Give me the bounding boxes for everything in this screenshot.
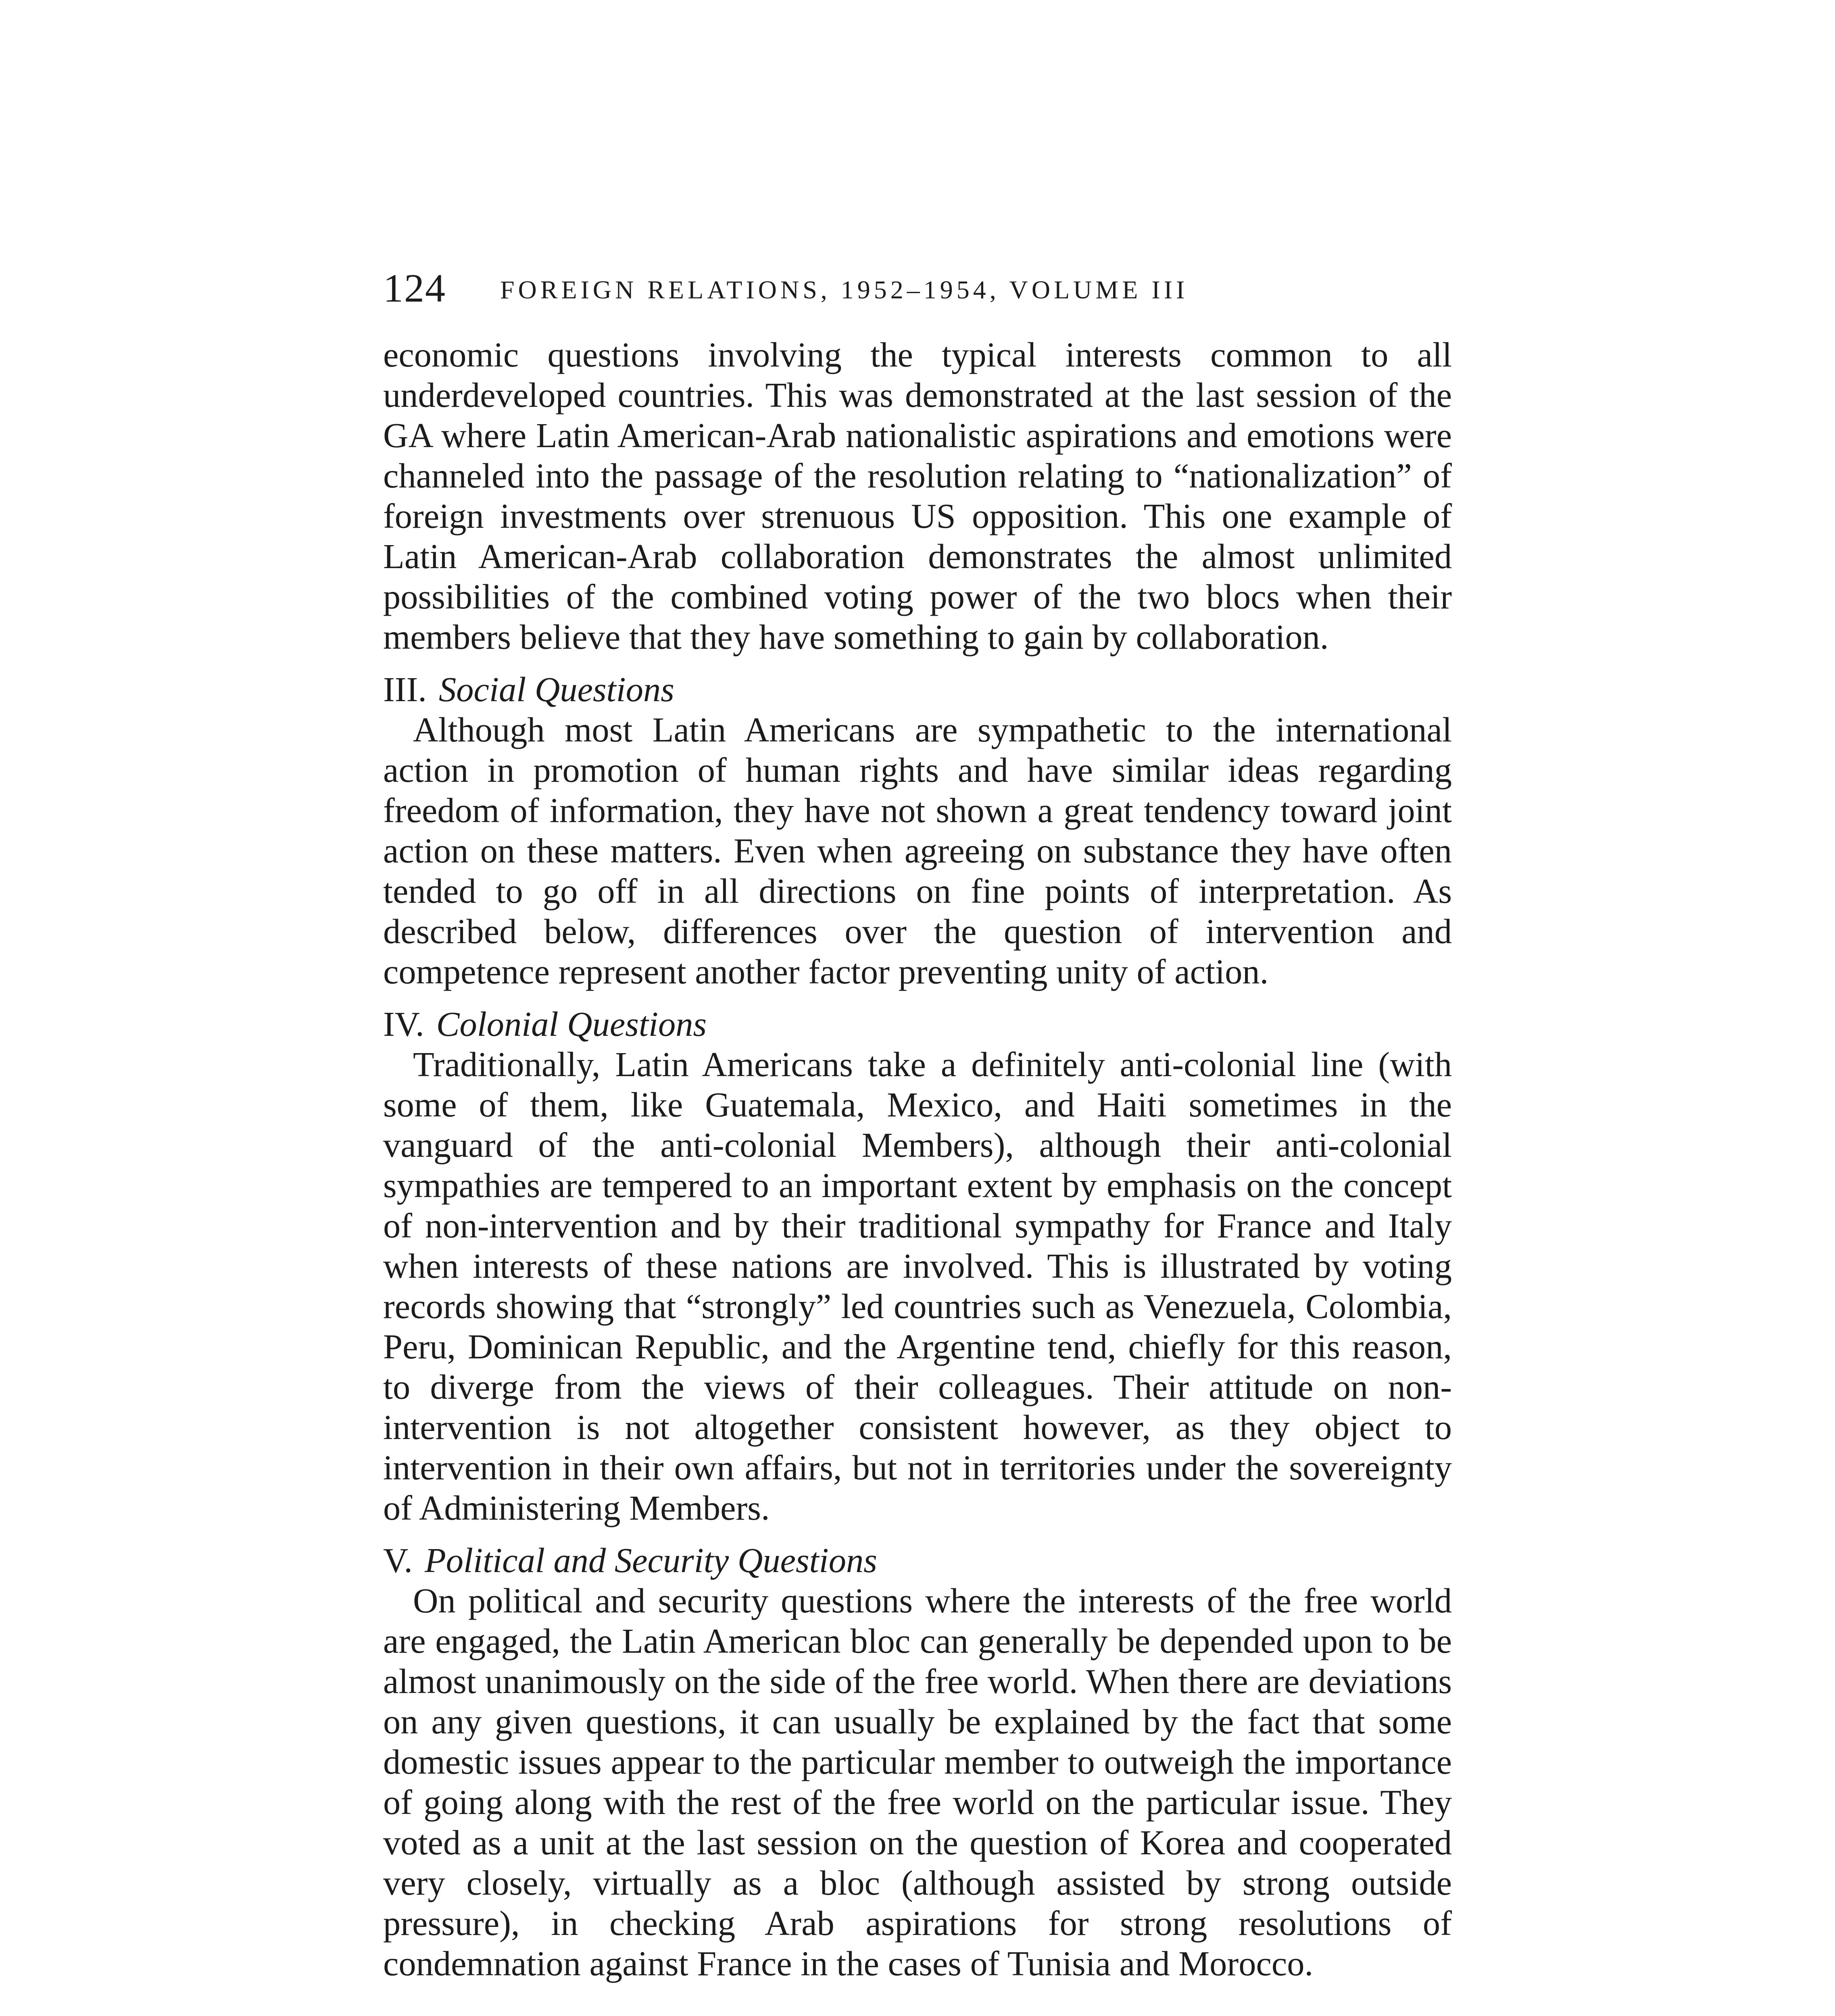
- continuation-paragraph: economic questions involving the typical interests common to all underdeveloped countries. This was demonstrated at the last session of the GA where Latin American-Arab nationalistic aspirations and emotions were channeled into the passage of the resolution relating to “nationalization” of foreign investments over strenuous US opposition. This one example of Latin American-Arab collaboration demonstrates the almost unlimited possibilities of the combined voting power of the two blocs when their members believe that they have something to gain by collaboration.: [383, 335, 1452, 656]
- section-title: Colonial Questions: [436, 1005, 707, 1043]
- section-title: Political and Security Questions: [424, 1541, 877, 1580]
- section-heading-colonial-questions: [383, 1004, 1452, 1044]
- section-paragraph-social-questions: Although most Latin Americans are sympathetic to the international action in promotion of human rights and have similar ideas regarding freedom of information, they have not shown a great tendency toward joint action on these matters. Even when agreeing on substance they have often tended to go off in all directions on fine points of interpretation. As described below, differences over the question of intervention and competence represent another factor preventing unity of action.: [383, 710, 1452, 991]
- section-paragraph-colonial-questions: Traditionally, Latin Americans take a definitely anti-colonial line (with some of them, like Guatemala, Mexico, and Haiti sometimes in the vanguard of the anti-colonial Members), although their anti-colonial sympathies are tempered to an important extent by emphasis on the concept of non-intervention and by their traditional sympathy for France and Italy when interests of these nations are involved. This is illustrated by voting records showing that “strongly” led countries such as Venezuela, Colombia, Peru, Dominican Republic, and the Argentine tend, chiefly for this reason, to diverge from the views of their colleagues. Their attitude on non-intervention is not altogether consistent however, as they object to intervention in their own affairs, but not in territories under the sovereignty of Administering Members.: [383, 1045, 1452, 1527]
- section-paragraph-political-security-questions: On political and security questions where the interests of the free world are engaged, the Latin American bloc can generally be depended upon to be almost unanimously on the side of the free world. When there are deviations on any given questions, it can usually be explained by the fact that some domestic issues appear to the particular member to outweigh the importance of going along with the rest of the free world on the particular issue. They voted as a unit at the last session on the question of Korea and cooperated very closely, virtually as a bloc (although assisted by strong outside pressure), in checking Arab aspirations for strong resolutions of condemnation against France in the cases of Tunisia and Morocco.: [383, 1581, 1452, 1983]
- section-number: V.: [383, 1541, 413, 1580]
- running-head: FOREIGN RELATIONS, 1952–1954, VOLUME III: [500, 275, 1189, 304]
- section-heading-political-security-questions: [383, 1540, 1452, 1581]
- section-number: IV.: [383, 1005, 424, 1043]
- body-text: [383, 335, 1452, 1984]
- section-title: Social Questions: [439, 670, 674, 709]
- page-header: [383, 258, 1472, 319]
- section-heading-social-questions: [383, 669, 1452, 710]
- section-number: III.: [383, 670, 427, 709]
- page-number: 124: [383, 266, 446, 310]
